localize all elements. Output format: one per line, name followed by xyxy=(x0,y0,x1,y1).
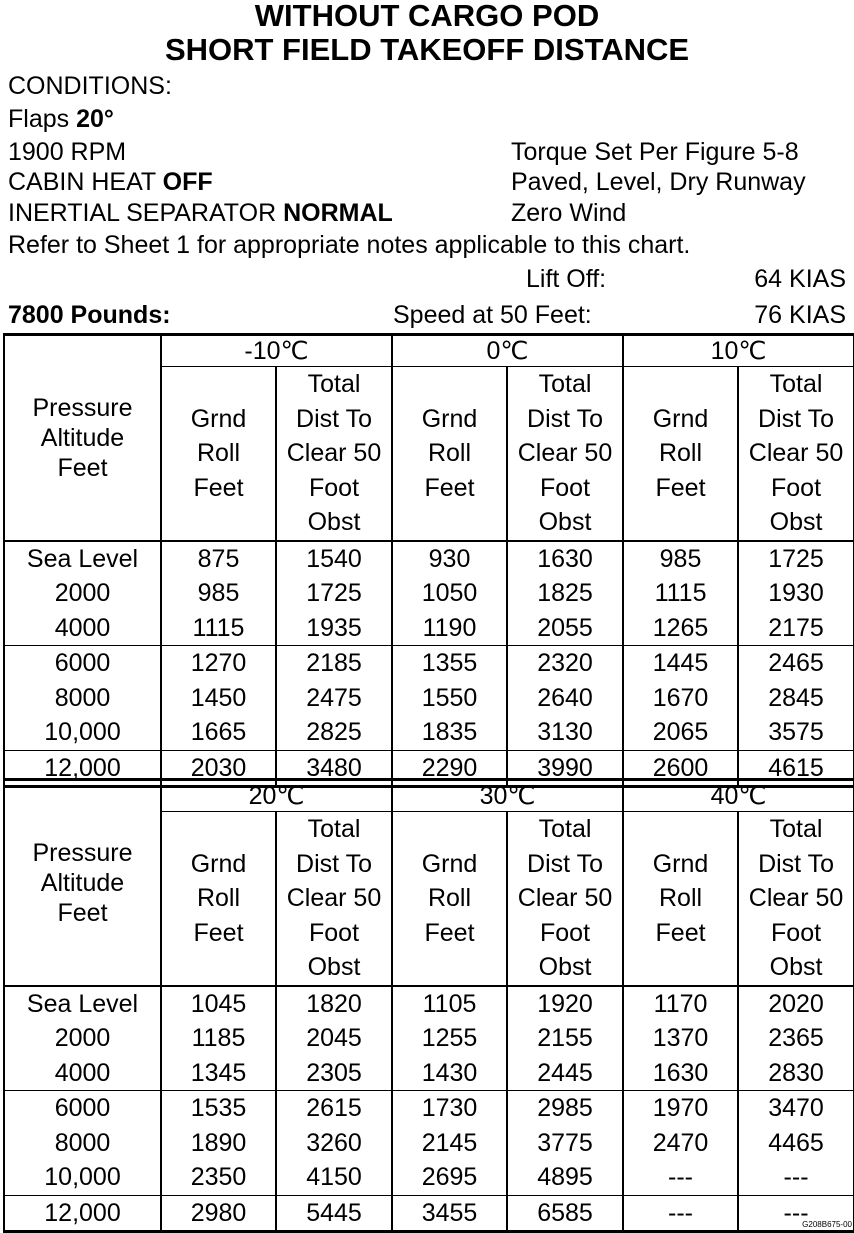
ground-roll-cell: 1450 xyxy=(161,681,276,716)
ground-roll-cell: 1170 xyxy=(623,986,738,1022)
total-distance-header: Total Dist To Clear 50 Foot Obst xyxy=(276,367,392,541)
chart-title-line-1: WITHOUT CARGO POD xyxy=(254,0,600,33)
table-row xyxy=(4,541,854,577)
total-distance-cell: 1630 xyxy=(507,541,623,577)
altitude-header: Pressure Altitude Feet xyxy=(4,780,161,986)
total-distance-cell: 2320 xyxy=(507,646,623,681)
cabin-heat-label: CABIN HEAT xyxy=(8,168,163,196)
weight-label: 7800 Pounds: xyxy=(8,301,171,329)
total-distance-cell: 1920 xyxy=(507,986,623,1022)
flaps-condition xyxy=(8,105,114,133)
ground-roll-cell: 1835 xyxy=(392,715,507,750)
temperature-header: 30℃ xyxy=(392,780,623,812)
ground-roll-cell: 2290 xyxy=(392,750,507,787)
total-distance-cell: 3775 xyxy=(507,1126,623,1161)
total-distance-cell: 1930 xyxy=(738,576,854,611)
total-distance-cell: 3575 xyxy=(738,715,854,750)
inertial-separator-value: NORMAL xyxy=(283,199,393,227)
ground-roll-cell: 1445 xyxy=(623,646,738,681)
ground-roll-cell: 1890 xyxy=(161,1126,276,1161)
ground-roll-header: Grnd Roll Feet xyxy=(392,812,507,986)
total-distance-cell: 2055 xyxy=(507,611,623,646)
rpm-condition: 1900 RPM xyxy=(8,138,127,166)
altitude-cell: 12,000 xyxy=(4,750,161,787)
ground-roll-cell: 985 xyxy=(161,576,276,611)
ground-roll-cell: 1970 xyxy=(623,1091,738,1126)
ground-roll-cell: 2145 xyxy=(392,1126,507,1161)
altitude-cell: 6000 xyxy=(4,646,161,681)
inertial-separator-label: INERTIAL SEPARATOR xyxy=(8,199,284,227)
temperature-header: 10℃ xyxy=(623,335,854,367)
total-distance-cell: 1820 xyxy=(276,986,392,1022)
total-distance-cell: 2365 xyxy=(738,1021,854,1056)
altitude-cell: 4000 xyxy=(4,1056,161,1091)
speed-50ft-label: Speed at 50 Feet: xyxy=(393,301,592,329)
ground-roll-cell: 1535 xyxy=(161,1091,276,1126)
total-distance-cell: 2155 xyxy=(507,1021,623,1056)
table-row xyxy=(4,715,854,750)
total-distance-cell: 3990 xyxy=(507,750,623,787)
altitude-cell: 2000 xyxy=(4,1021,161,1056)
total-distance-cell: 1935 xyxy=(276,611,392,646)
total-distance-cell: 2045 xyxy=(276,1021,392,1056)
ground-roll-cell: 875 xyxy=(161,541,276,577)
ground-roll-cell: 1255 xyxy=(392,1021,507,1056)
ground-roll-header: Grnd Roll Feet xyxy=(161,812,276,986)
table-row xyxy=(4,1126,854,1161)
ground-roll-cell: 3455 xyxy=(392,1195,507,1232)
ground-roll-cell: --- xyxy=(623,1195,738,1232)
cabin-heat-condition xyxy=(8,168,213,196)
ground-roll-cell: 2695 xyxy=(392,1160,507,1195)
temperature-header: 40℃ xyxy=(623,780,854,812)
ground-roll-cell: 1665 xyxy=(161,715,276,750)
altitude-cell: 8000 xyxy=(4,681,161,716)
altitude-cell: Sea Level xyxy=(4,986,161,1022)
ground-roll-cell: 2980 xyxy=(161,1195,276,1232)
total-distance-cell: 1725 xyxy=(738,541,854,577)
ground-roll-cell: 1355 xyxy=(392,646,507,681)
ground-roll-cell: 1105 xyxy=(392,986,507,1022)
inertial-separator-condition xyxy=(8,199,393,227)
temperature-header: -10℃ xyxy=(161,335,392,367)
total-distance-cell: 3480 xyxy=(276,750,392,787)
table-row xyxy=(4,576,854,611)
table-row xyxy=(4,646,854,681)
ground-roll-cell: 1730 xyxy=(392,1091,507,1126)
total-distance-cell: 2020 xyxy=(738,986,854,1022)
total-distance-header: Total Dist To Clear 50 Foot Obst xyxy=(276,812,392,986)
total-distance-cell: 2445 xyxy=(507,1056,623,1091)
ground-roll-cell: 1185 xyxy=(161,1021,276,1056)
temperature-header: 0℃ xyxy=(392,335,623,367)
ground-roll-cell: 1270 xyxy=(161,646,276,681)
ground-roll-cell: --- xyxy=(623,1160,738,1195)
ground-roll-cell: 2600 xyxy=(623,750,738,787)
altitude-cell: 12,000 xyxy=(4,1195,161,1232)
total-distance-cell: 2640 xyxy=(507,681,623,716)
total-distance-cell: 4895 xyxy=(507,1160,623,1195)
altitude-cell: Sea Level xyxy=(4,541,161,577)
total-distance-cell: 2185 xyxy=(276,646,392,681)
table-row xyxy=(4,681,854,716)
flaps-label: Flaps xyxy=(8,105,77,133)
total-distance-cell: 2305 xyxy=(276,1056,392,1091)
table-row xyxy=(4,1195,854,1232)
ground-roll-cell: 1115 xyxy=(161,611,276,646)
table-row xyxy=(4,611,854,646)
ground-roll-cell: 930 xyxy=(392,541,507,577)
total-distance-cell: 3260 xyxy=(276,1126,392,1161)
total-distance-cell: 5445 xyxy=(276,1195,392,1232)
total-distance-header: Total Dist To Clear 50 Foot Obst xyxy=(507,812,623,986)
total-distance-cell: 2830 xyxy=(738,1056,854,1091)
ground-roll-header: Grnd Roll Feet xyxy=(392,367,507,541)
altitude-header: Pressure Altitude Feet xyxy=(4,335,161,541)
altitude-cell: 8000 xyxy=(4,1126,161,1161)
total-distance-cell: --- xyxy=(738,1195,854,1232)
ground-roll-header: Grnd Roll Feet xyxy=(623,367,738,541)
altitude-cell: 2000 xyxy=(4,576,161,611)
liftoff-label: Lift Off: xyxy=(526,265,607,293)
table-row xyxy=(4,1021,854,1056)
ground-roll-cell: 1115 xyxy=(623,576,738,611)
table-row xyxy=(4,1091,854,1126)
total-distance-cell: 2475 xyxy=(276,681,392,716)
total-distance-cell: 2845 xyxy=(738,681,854,716)
figure-id: G208B675-00 xyxy=(802,1220,852,1229)
ground-roll-cell: 1045 xyxy=(161,986,276,1022)
table-body xyxy=(4,986,854,1232)
ground-roll-cell: 1050 xyxy=(392,576,507,611)
total-distance-header: Total Dist To Clear 50 Foot Obst xyxy=(738,367,854,541)
table-row xyxy=(4,1160,854,1195)
ground-roll-cell: 1430 xyxy=(392,1056,507,1091)
ground-roll-cell: 1630 xyxy=(623,1056,738,1091)
ground-roll-header: Grnd Roll Feet xyxy=(623,812,738,986)
total-distance-cell: --- xyxy=(738,1160,854,1195)
total-distance-cell: 3130 xyxy=(507,715,623,750)
takeoff-table-warm xyxy=(3,778,854,1233)
ground-roll-cell: 985 xyxy=(623,541,738,577)
ground-roll-cell: 2470 xyxy=(623,1126,738,1161)
total-distance-cell: 2985 xyxy=(507,1091,623,1126)
speed-50ft-value: 76 KIAS xyxy=(754,301,846,329)
altitude-cell: 6000 xyxy=(4,1091,161,1126)
ground-roll-cell: 2065 xyxy=(623,715,738,750)
total-distance-cell: 4465 xyxy=(738,1126,854,1161)
runway-condition: Paved, Level, Dry Runway xyxy=(511,168,806,196)
total-distance-cell: 3470 xyxy=(738,1091,854,1126)
total-distance-cell: 1540 xyxy=(276,541,392,577)
altitude-cell: 4000 xyxy=(4,611,161,646)
total-distance-cell: 2175 xyxy=(738,611,854,646)
ground-roll-cell: 1265 xyxy=(623,611,738,646)
wind-condition: Zero Wind xyxy=(511,199,627,227)
ground-roll-cell: 1670 xyxy=(623,681,738,716)
total-distance-cell: 4615 xyxy=(738,750,854,787)
total-distance-header: Total Dist To Clear 50 Foot Obst xyxy=(507,367,623,541)
table-row xyxy=(4,986,854,1022)
ground-roll-cell: 1370 xyxy=(623,1021,738,1056)
flaps-value: 20° xyxy=(76,105,114,133)
ground-roll-cell: 1550 xyxy=(392,681,507,716)
ground-roll-header: Grnd Roll Feet xyxy=(161,367,276,541)
takeoff-table-cold xyxy=(3,333,854,788)
altitude-cell: 10,000 xyxy=(4,715,161,750)
ground-roll-cell: 2030 xyxy=(161,750,276,787)
cabin-heat-value: OFF xyxy=(162,168,213,196)
total-distance-cell: 4150 xyxy=(276,1160,392,1195)
total-distance-header: Total Dist To Clear 50 Foot Obst xyxy=(738,812,854,986)
ground-roll-cell: 1190 xyxy=(392,611,507,646)
altitude-cell: 10,000 xyxy=(4,1160,161,1195)
total-distance-cell: 1725 xyxy=(276,576,392,611)
torque-condition: Torque Set Per Figure 5-8 xyxy=(511,138,799,166)
liftoff-speed: 64 KIAS xyxy=(754,265,846,293)
table-body xyxy=(4,541,854,787)
conditions-heading: CONDITIONS: xyxy=(8,72,172,100)
total-distance-cell: 6585 xyxy=(507,1195,623,1232)
sheet-note: Refer to Sheet 1 for appropriate notes applicable to this chart. xyxy=(8,231,691,259)
total-distance-cell: 2825 xyxy=(276,715,392,750)
total-distance-cell: 1825 xyxy=(507,576,623,611)
total-distance-cell: 2465 xyxy=(738,646,854,681)
ground-roll-cell: 2350 xyxy=(161,1160,276,1195)
temperature-header: 20℃ xyxy=(161,780,392,812)
total-distance-cell: 2615 xyxy=(276,1091,392,1126)
ground-roll-cell: 1345 xyxy=(161,1056,276,1091)
chart-title-line-2: SHORT FIELD TAKEOFF DISTANCE xyxy=(164,32,690,67)
table-row xyxy=(4,1056,854,1091)
